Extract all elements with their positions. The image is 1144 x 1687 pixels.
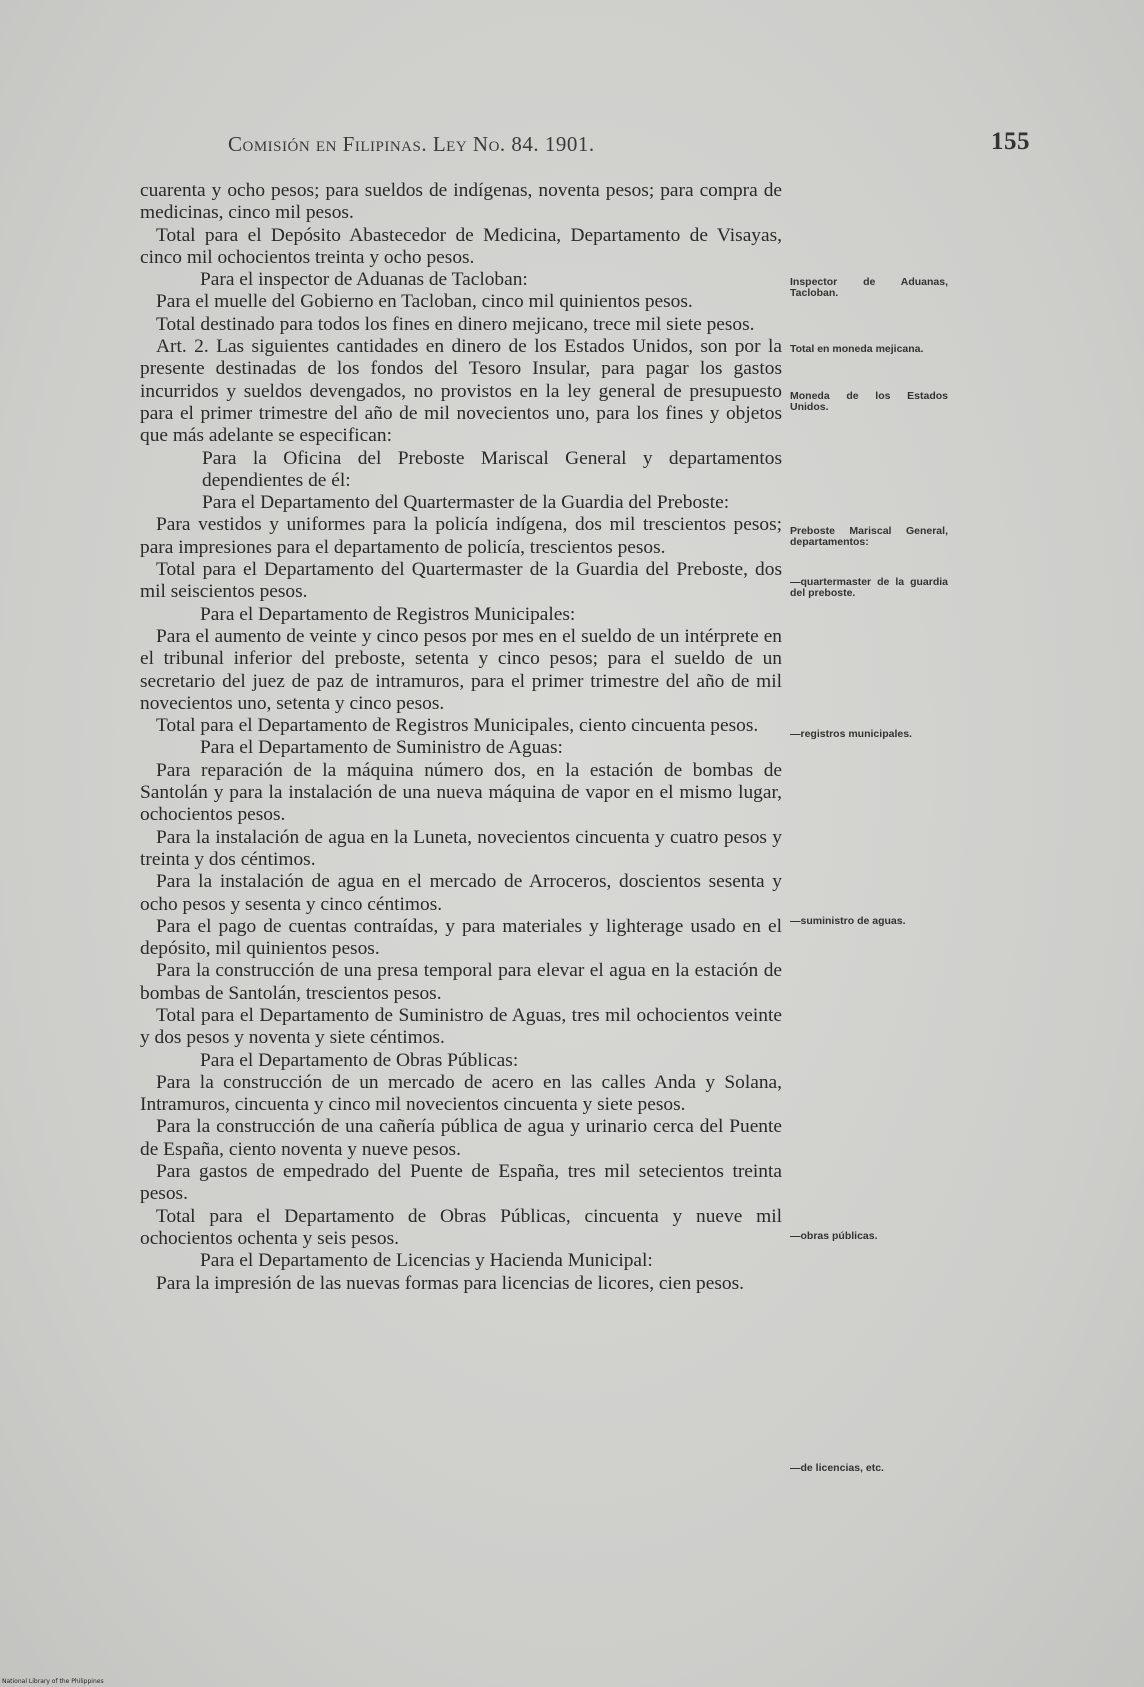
- paragraph: Para la instalación de agua en la Luneta, novecientos cincuenta y cuatro pesos y treinta y dos céntimos.: [140, 826, 782, 870]
- paragraph: Total para el Departamento de Registros Municipales, ciento cincuenta pesos.: [156, 715, 759, 737]
- paragraph: Para la construcción de una cañería pública de agua y urinario cerca del Puente de España, ciento noventa y nueve pesos.: [140, 1116, 782, 1160]
- margin-note: —de licencias, etc.: [790, 1462, 884, 1474]
- margin-note: Inspector de Aduanas, Tacloban.: [790, 276, 948, 299]
- section-heading: Para el Departamento de Obras Públicas:: [200, 1049, 519, 1071]
- paragraph: Para vestidos y uniformes para la policía indígena, dos mil trescientos pesos; para impresiones para el departamento de policía, trescientos pesos.: [140, 514, 782, 558]
- margin-note: —quartermaster de la guardia del preboste.: [790, 576, 948, 599]
- paragraph: Total para el Departamento del Quartermaster de la Guardia del Preboste, dos mil seiscientos pesos.: [140, 559, 782, 603]
- paragraph: Para el pago de cuentas contraídas, y para materiales y lighterage usado en el depósito, mil quinientos pesos.: [140, 915, 782, 960]
- section-heading: Para el Departamento de Licencias y Hacienda Municipal:: [200, 1250, 653, 1272]
- margin-note: Total en moneda mejicana.: [790, 343, 924, 355]
- margin-note: —suministro de aguas.: [790, 915, 906, 927]
- paragraph: Total para el Departamento de Suministro de Aguas, tres mil ochocientos veinte y dos pesos y noventa y siete céntimos.: [140, 1004, 782, 1049]
- section-heading: Para el Departamento del Quartermaster de la Guardia del Preboste:: [202, 492, 730, 514]
- paragraph: Para reparación de la máquina número dos, en la estación de bombas de Santolán y para la instalación de una nueva máquina de vapor en el mismo lugar, ochocientos pesos.: [140, 759, 782, 826]
- footer-credit: National Library of the Philippines: [2, 1678, 104, 1685]
- paragraph: Para el aumento de veinte y cinco pesos por mes en el sueldo de un intérprete en el tribunal inferior del preboste, setenta y cinco pesos; para el sueldo de un secretario del juez de paz de intramuros, para el primer trimestre del año de mil novecientos uno, setenta y cinco pesos.: [140, 625, 782, 714]
- paragraph: Total para el Departamento de Obras Públicas, cincuenta y nueve mil ochocientos ochenta y seis pesos.: [140, 1205, 782, 1249]
- margin-note: Moneda de los Estados Unidos.: [790, 390, 948, 413]
- paragraph: Para la construcción de una presa temporal para elevar el agua en la estación de bombas de Santolán, trescientos pesos.: [140, 960, 782, 1004]
- section-heading: Para el Departamento de Suministro de Aguas:: [200, 737, 563, 759]
- article-paragraph: Art. 2. Las siguientes cantidades en dinero de los Estados Unidos, son por la presente destinadas de los fondos del Tesoro Insular, para pagar los gastos incurridos y sueldos devengados, no provistos en la ley general de presupuesto para el primer trimestre del año de mil novecientos uno, para los fines y objetos que más adelante se especifican:: [140, 336, 782, 447]
- page-number: 155: [991, 128, 1030, 155]
- body-text: [140, 180, 782, 1295]
- paragraph: Para gastos de empedrado del Puente de España, tres mil setecientos treinta pesos.: [140, 1161, 782, 1205]
- margin-note: —registros municipales.: [790, 728, 912, 740]
- section-heading: Para la Oficina del Preboste Mariscal General y departamentos dependientes de él:: [202, 447, 782, 491]
- paragraph: Para la impresión de las nuevas formas para licencias de licores, cien pesos.: [156, 1272, 744, 1294]
- section-heading: Para el Departamento de Registros Municipales:: [200, 603, 576, 625]
- section-heading: Para el inspector de Aduanas de Tacloban:: [200, 269, 528, 291]
- paragraph: Total para el Depósito Abastecedor de Medicina, Departamento de Visayas, cinco mil ochocientos treinta y ocho pesos.: [140, 224, 782, 268]
- margin-note: —obras públicas.: [790, 1230, 878, 1242]
- paragraph: Para la construcción de un mercado de acero en las calles Anda y Solana, Intramuros, cincuenta y cinco mil novecientos cincuenta y siete pesos.: [140, 1071, 782, 1116]
- paragraph: Total destinado para todos los fines en dinero mejicano, trece mil siete pesos.: [156, 313, 755, 335]
- paragraph: Para el muelle del Gobierno en Tacloban, cinco mil quinientos pesos.: [156, 291, 693, 313]
- paragraph: cuarenta y ocho pesos; para sueldos de indígenas, noventa pesos; para compra de medicinas, cinco mil pesos.: [140, 180, 782, 224]
- margin-note: Preboste Mariscal General, departamentos:: [790, 525, 948, 548]
- running-title: Comisión en Filipinas. Ley No. 84. 1901.: [228, 132, 595, 156]
- paragraph: Para la instalación de agua en el mercado de Arroceros, doscientos sesenta y ocho pesos y sesenta y cinco céntimos.: [140, 871, 782, 915]
